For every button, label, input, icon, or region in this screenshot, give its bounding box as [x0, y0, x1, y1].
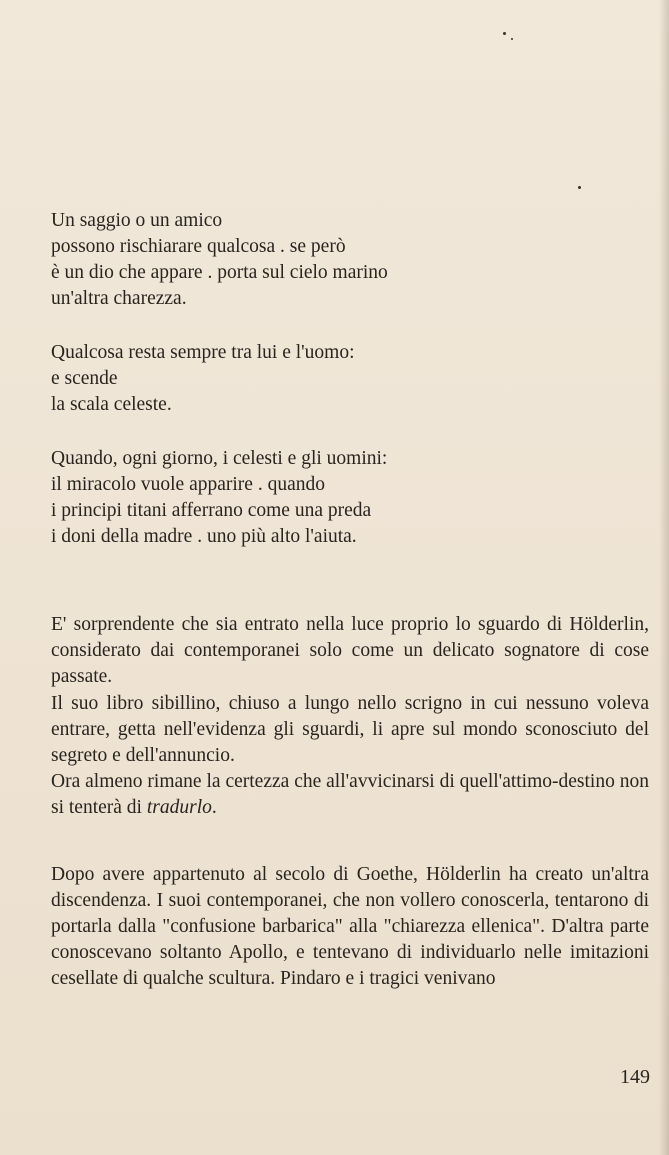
- ink-speck: [578, 186, 581, 189]
- poem-line: i doni della madre . uno più alto l'aiuta.: [51, 526, 357, 547]
- poem-stanza-2: [51, 340, 611, 418]
- prose-body: [51, 612, 649, 993]
- poem-line: i principi titani afferrano come una preda: [51, 500, 372, 521]
- paragraph-gap: [51, 822, 649, 862]
- poem-line: possono rischiarare qualcosa . se però: [51, 236, 346, 257]
- poem-line: e scende: [51, 368, 118, 389]
- prose-paragraph: Il suo libro sibillino, chiuso a lungo nello scrigno in cui nessuno voleva entrare, getta nell'evidenza gli sguardi, li apre sul mondo sconosciuto del segreto e dell'annuncio.: [51, 692, 649, 767]
- poem-stanza-3: [51, 446, 611, 550]
- prose-paragraph: E' sorprendente che sia entrato nella luce proprio lo sguardo di Hölderlin, considerato dai contemporanei solo come un delicato sognatore di cose passate.: [51, 614, 649, 688]
- prose-text: Ora almeno rimane la certezza che all'avvicinarsi di quell'attimo-destino non si tenterà di: [51, 771, 649, 819]
- poem: [51, 208, 611, 578]
- prose-paragraph: Dopo avere appartenuto al secolo di Goethe, Hölderlin ha creato un'altra discendenza. I suoi contemporanei, che non vollero conoscerla, tentarono di portarla dalla "confusione barbarica" alla "chiarezza ellenica". D'altra parte conoscevano soltanto Apollo, e tentevano di individuarlo nelle imitazioni cesellate di qualche scultura. Pindaro e i tragici venivano: [51, 863, 649, 990]
- italic-word: tradurlo: [146, 797, 212, 819]
- poem-line: Un saggio o un amico: [51, 210, 223, 231]
- prose-text: .: [211, 797, 217, 819]
- ink-speck: [503, 32, 506, 35]
- poem-line: un'altra charezza.: [51, 288, 187, 309]
- poem-line: il miracolo vuole apparire . quando: [51, 474, 325, 495]
- prose-paragraph: [51, 769, 649, 821]
- poem-line: la scala celeste.: [51, 394, 172, 415]
- poem-stanza-1: [51, 208, 611, 312]
- poem-line: Qualcosa resta sempre tra lui e l'uomo:: [51, 342, 355, 363]
- page-number: 149: [620, 1066, 650, 1088]
- page-edge-shadow: [659, 0, 669, 1155]
- ink-speck: [511, 38, 513, 40]
- poem-line: Quando, ogni giorno, i celesti e gli uomini:: [51, 448, 388, 469]
- poem-line: è un dio che appare . porta sul cielo marino: [51, 262, 388, 283]
